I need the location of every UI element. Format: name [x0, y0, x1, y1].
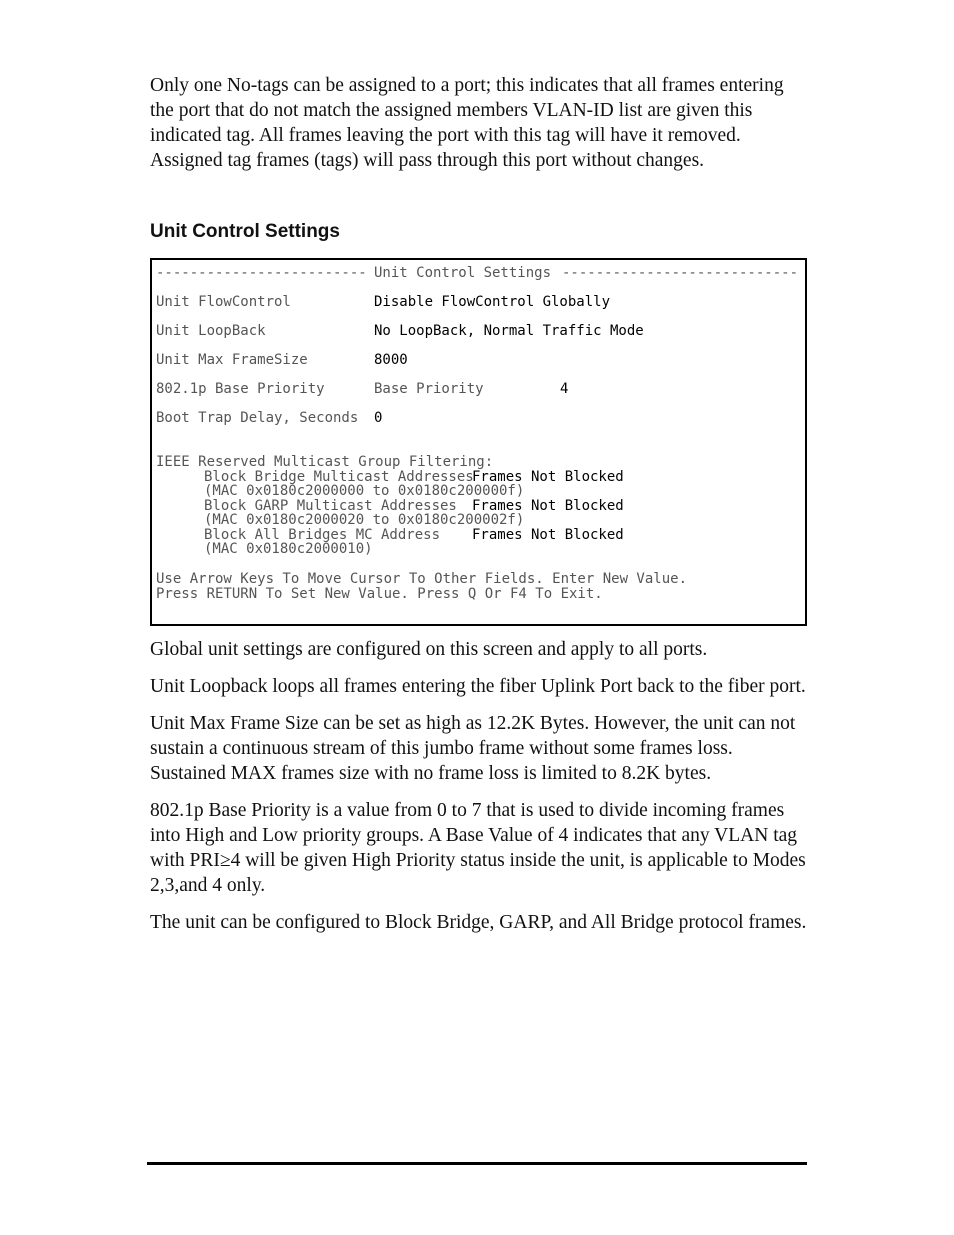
- help-line-1: Use Arrow Keys To Move Cursor To Other Fields. Enter New Value.: [156, 571, 688, 587]
- intro-paragraph: Only one No-tags can be assigned to a port; this indicates that all frames entering the port that do not match the assigned members VLAN-ID list are given this indicated tag. All frames leaving the port with this tag will have it removed. Assigned tag frames (tags) will pass through this port without changes.: [150, 75, 784, 171]
- paragraph-block-protocols: The unit can be configured to Block Bridge, GARP, and All Bridge protocol frames.: [150, 912, 807, 933]
- field-value-max-framesize[interactable]: 8000: [374, 352, 408, 368]
- filter-status-all-bridges[interactable]: Frames Not Blocked: [472, 527, 624, 543]
- field-value-base-priority-number[interactable]: 4: [560, 381, 569, 397]
- help-line-2: Press RETURN To Set New Value. Press Q Or F4 To Exit.: [156, 586, 603, 602]
- paragraph-loopback: Unit Loopback loops all frames entering the fiber Uplink Port back to the fiber port.: [150, 676, 806, 697]
- field-label-loopback: Unit LoopBack: [156, 323, 266, 339]
- filter-name-garp: Block GARP Multicast Addresses: [204, 498, 457, 514]
- paragraph-max-frame-size: Unit Max Frame Size can be set as high as 12.2K Bytes. However, the unit can not sustain a continuous stream of this jumbo frame without some frames loss. Sustained MAX frames size with no frame loss is limited to 8.2K bytes.: [150, 713, 796, 784]
- field-label-flowcontrol: Unit FlowControl: [156, 294, 291, 310]
- terminal-title-left-dashes: -------------------------: [156, 265, 367, 281]
- field-value-base-priority: Base Priority: [374, 381, 484, 397]
- filtering-heading: IEEE Reserved Multicast Group Filtering:: [156, 454, 494, 470]
- paragraph-base-priority: 802.1p Base Priority is a value from 0 to 7 that is used to divide incoming frames into High and Low priority groups. A Base Value of 4 indicates that any VLAN tag with PRI≥4 will be given High Priority status inside the unit, is applicable to Modes 2,3,and 4 only.: [150, 800, 806, 896]
- paragraph-global-settings: Global unit settings are configured on this screen and apply to all ports.: [150, 639, 708, 660]
- field-value-loopback[interactable]: No LoopBack, Normal Traffic Mode: [374, 323, 644, 339]
- section-heading: Unit Control Settings: [150, 221, 340, 242]
- filter-mac-garp: (MAC 0x0180c2000020 to 0x0180c200002f): [204, 512, 525, 528]
- field-label-max-framesize: Unit Max FrameSize: [156, 352, 308, 368]
- field-value-boot-trap-delay[interactable]: 0: [374, 410, 383, 426]
- filter-status-garp[interactable]: Frames Not Blocked: [472, 498, 624, 514]
- footer-rule: [147, 1162, 807, 1165]
- terminal-screenshot: [150, 258, 807, 626]
- terminal-title-right-dashes: ----------------------------: [562, 265, 799, 281]
- filter-mac-bridge: (MAC 0x0180c2000000 to 0x0180c200000f): [204, 483, 525, 499]
- filter-name-all-bridges: Block All Bridges MC Address: [204, 527, 441, 543]
- filter-name-bridge: Block Bridge Multicast Addresses: [204, 469, 474, 485]
- field-label-base-priority: 802.1p Base Priority: [156, 381, 325, 397]
- terminal-title: Unit Control Settings: [374, 265, 552, 281]
- field-value-flowcontrol[interactable]: Disable FlowControl Globally: [374, 294, 611, 310]
- field-label-boot-trap-delay: Boot Trap Delay, Seconds: [156, 410, 359, 426]
- filter-mac-all-bridges: (MAC 0x0180c2000010): [204, 541, 373, 557]
- filter-status-bridge[interactable]: Frames Not Blocked: [472, 469, 624, 485]
